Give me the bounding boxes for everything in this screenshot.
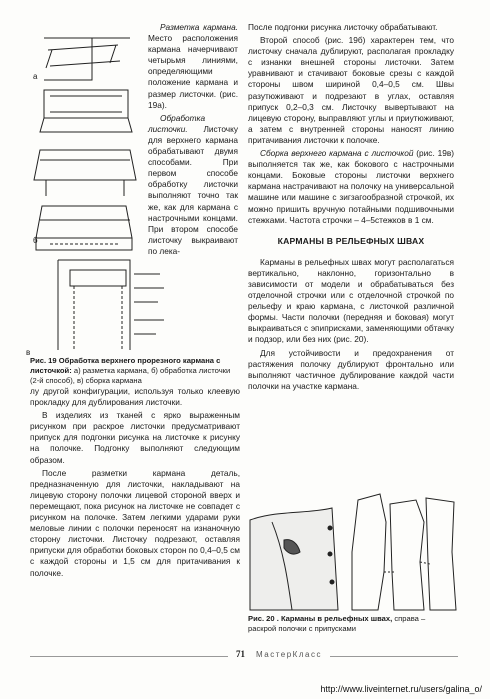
page-footer [0, 649, 490, 663]
fig19-label-v: в [26, 348, 31, 357]
magazine-name: МастерКласс [256, 650, 322, 659]
fig19-caption-title: Рис. 19 Обработка верхнего прорезного кармана с листочкой: [30, 356, 221, 375]
section-heading: КАРМАНЫ В РЕЛЬЕФНЫХ ШВАХ [277, 235, 425, 246]
source-url: http://www.liveinternet.ru/users/galina_o/ [320, 684, 482, 694]
page-number: 71 [236, 649, 245, 659]
left-para-2: В изделиях из тканей с ярко выраженным рисунком при раскрое листочки предусматривают припуск для подгонки рисунка на листочке к рисунку на полочке. Подгонку выполняют следующим образом. [30, 410, 240, 465]
assembly-head: Сборка верхнего кармана с листочкой [260, 148, 414, 159]
left-para-3: После разметки кармана деталь, предназначенную для листочки, накладывают на лицевую сторону полочки лицевой стороной вверх и перемещают, пока рисунок на листочке не совпадет с рисунком на полочке. Затем легкими ударами руки меловые линии с полочки переносят на изнаночную сторону листочки. Листочку подрезают, оставляя припуски для обработки боковых сторон по 0,4–0,5 см с каждой стороны и 1,5 см для притачивания к полочке. [30, 467, 241, 578]
right-column-text [248, 22, 454, 394]
footer-rule-left [30, 656, 228, 657]
figure-19-caption [30, 356, 240, 386]
footer-rule-right [330, 656, 458, 657]
right-para-5: Для устойчивости и предохранения от растяжения полочку дублируют фронтально или выполняют частичное дублирование каждой части полочки на участке кармана. [248, 347, 454, 391]
processing-text: Листочку для верхнего кармана обрабатывают двумя способами. При первом способе обработку листочки выполняют точно так же, как для кармана с настрочными концами. При втором способе листочку выкраивают по лека- [148, 123, 238, 256]
fig20-caption-title: Рис. 20 . Карманы в рельефных швах, [248, 614, 393, 623]
marking-head: Разметка кармана. [160, 22, 238, 32]
right-para-1: После подгонки рисунка листочку обрабатывают. [248, 22, 438, 32]
left-bottom-text [30, 386, 240, 581]
processing-head: Обработка листочки. [148, 112, 206, 134]
fig19-caption-body: а) разметка кармана, б) обработка листочки (2-й способ), в) сборка кармана [30, 366, 231, 385]
figure-20-caption [248, 614, 454, 634]
left-para-1: лу другой конфигурации, используя только клеевую прокладку для дублирования листочки. [30, 386, 240, 408]
fig19-label-b: б [33, 236, 38, 245]
left-top-text [148, 22, 238, 259]
figure-20-drawings [248, 492, 458, 612]
assembly-text: (рис. 19в) выполняется так же, как бокового с настрочными концами. Боковые стороны листочки верхнего кармана настрачивают на полочку на универсальной машине или машине с зигзагообразной строчкой, их можно пришить вручную потайными подшивочными стежками. Частота строчки – 4–5стежков в 1 см. [248, 148, 455, 225]
fig19-label-a: а [33, 72, 38, 81]
right-para-2: Второй способ (рис. 19б) характерен тем, что листочку сначала дублируют, располагая прокладку с изнанки внешней стороны листочки. Затем уравнивают и стачивают боковые срезы с каждой стороны швом шириной 0,4–0,5 см. Швы разутюживают и подрезают в углах, оставляя припуск 0,2–0,3 см. Листочку вывертывают на лицевую сторону, выправляют углы и приутюживают, а затем с внутренней стороны наносят линию притачивания листочки к полочке. [248, 35, 454, 145]
marking-text: Место расположения кармана начерчивают четырьмя линиями, определяющими положение кармана и размер листочки. (рис. 19а). [148, 33, 238, 110]
right-para-4: Карманы в рельефных швах могут располагаться вертикально, наклонно, горизонтально в зависимости от модели и обрабатываться без отделочной строчки или с отделочной строчкой по рельефу и краю кармана, с листочкой различной формы. Части полочки (передняя и боковая) могут выкраиваться с эпиприсками, заменяющими обтачку и подзор, или без них (рис. 20). [248, 256, 454, 345]
fig20-caption-body: справа – раскрой полочки с припусками [248, 614, 426, 633]
